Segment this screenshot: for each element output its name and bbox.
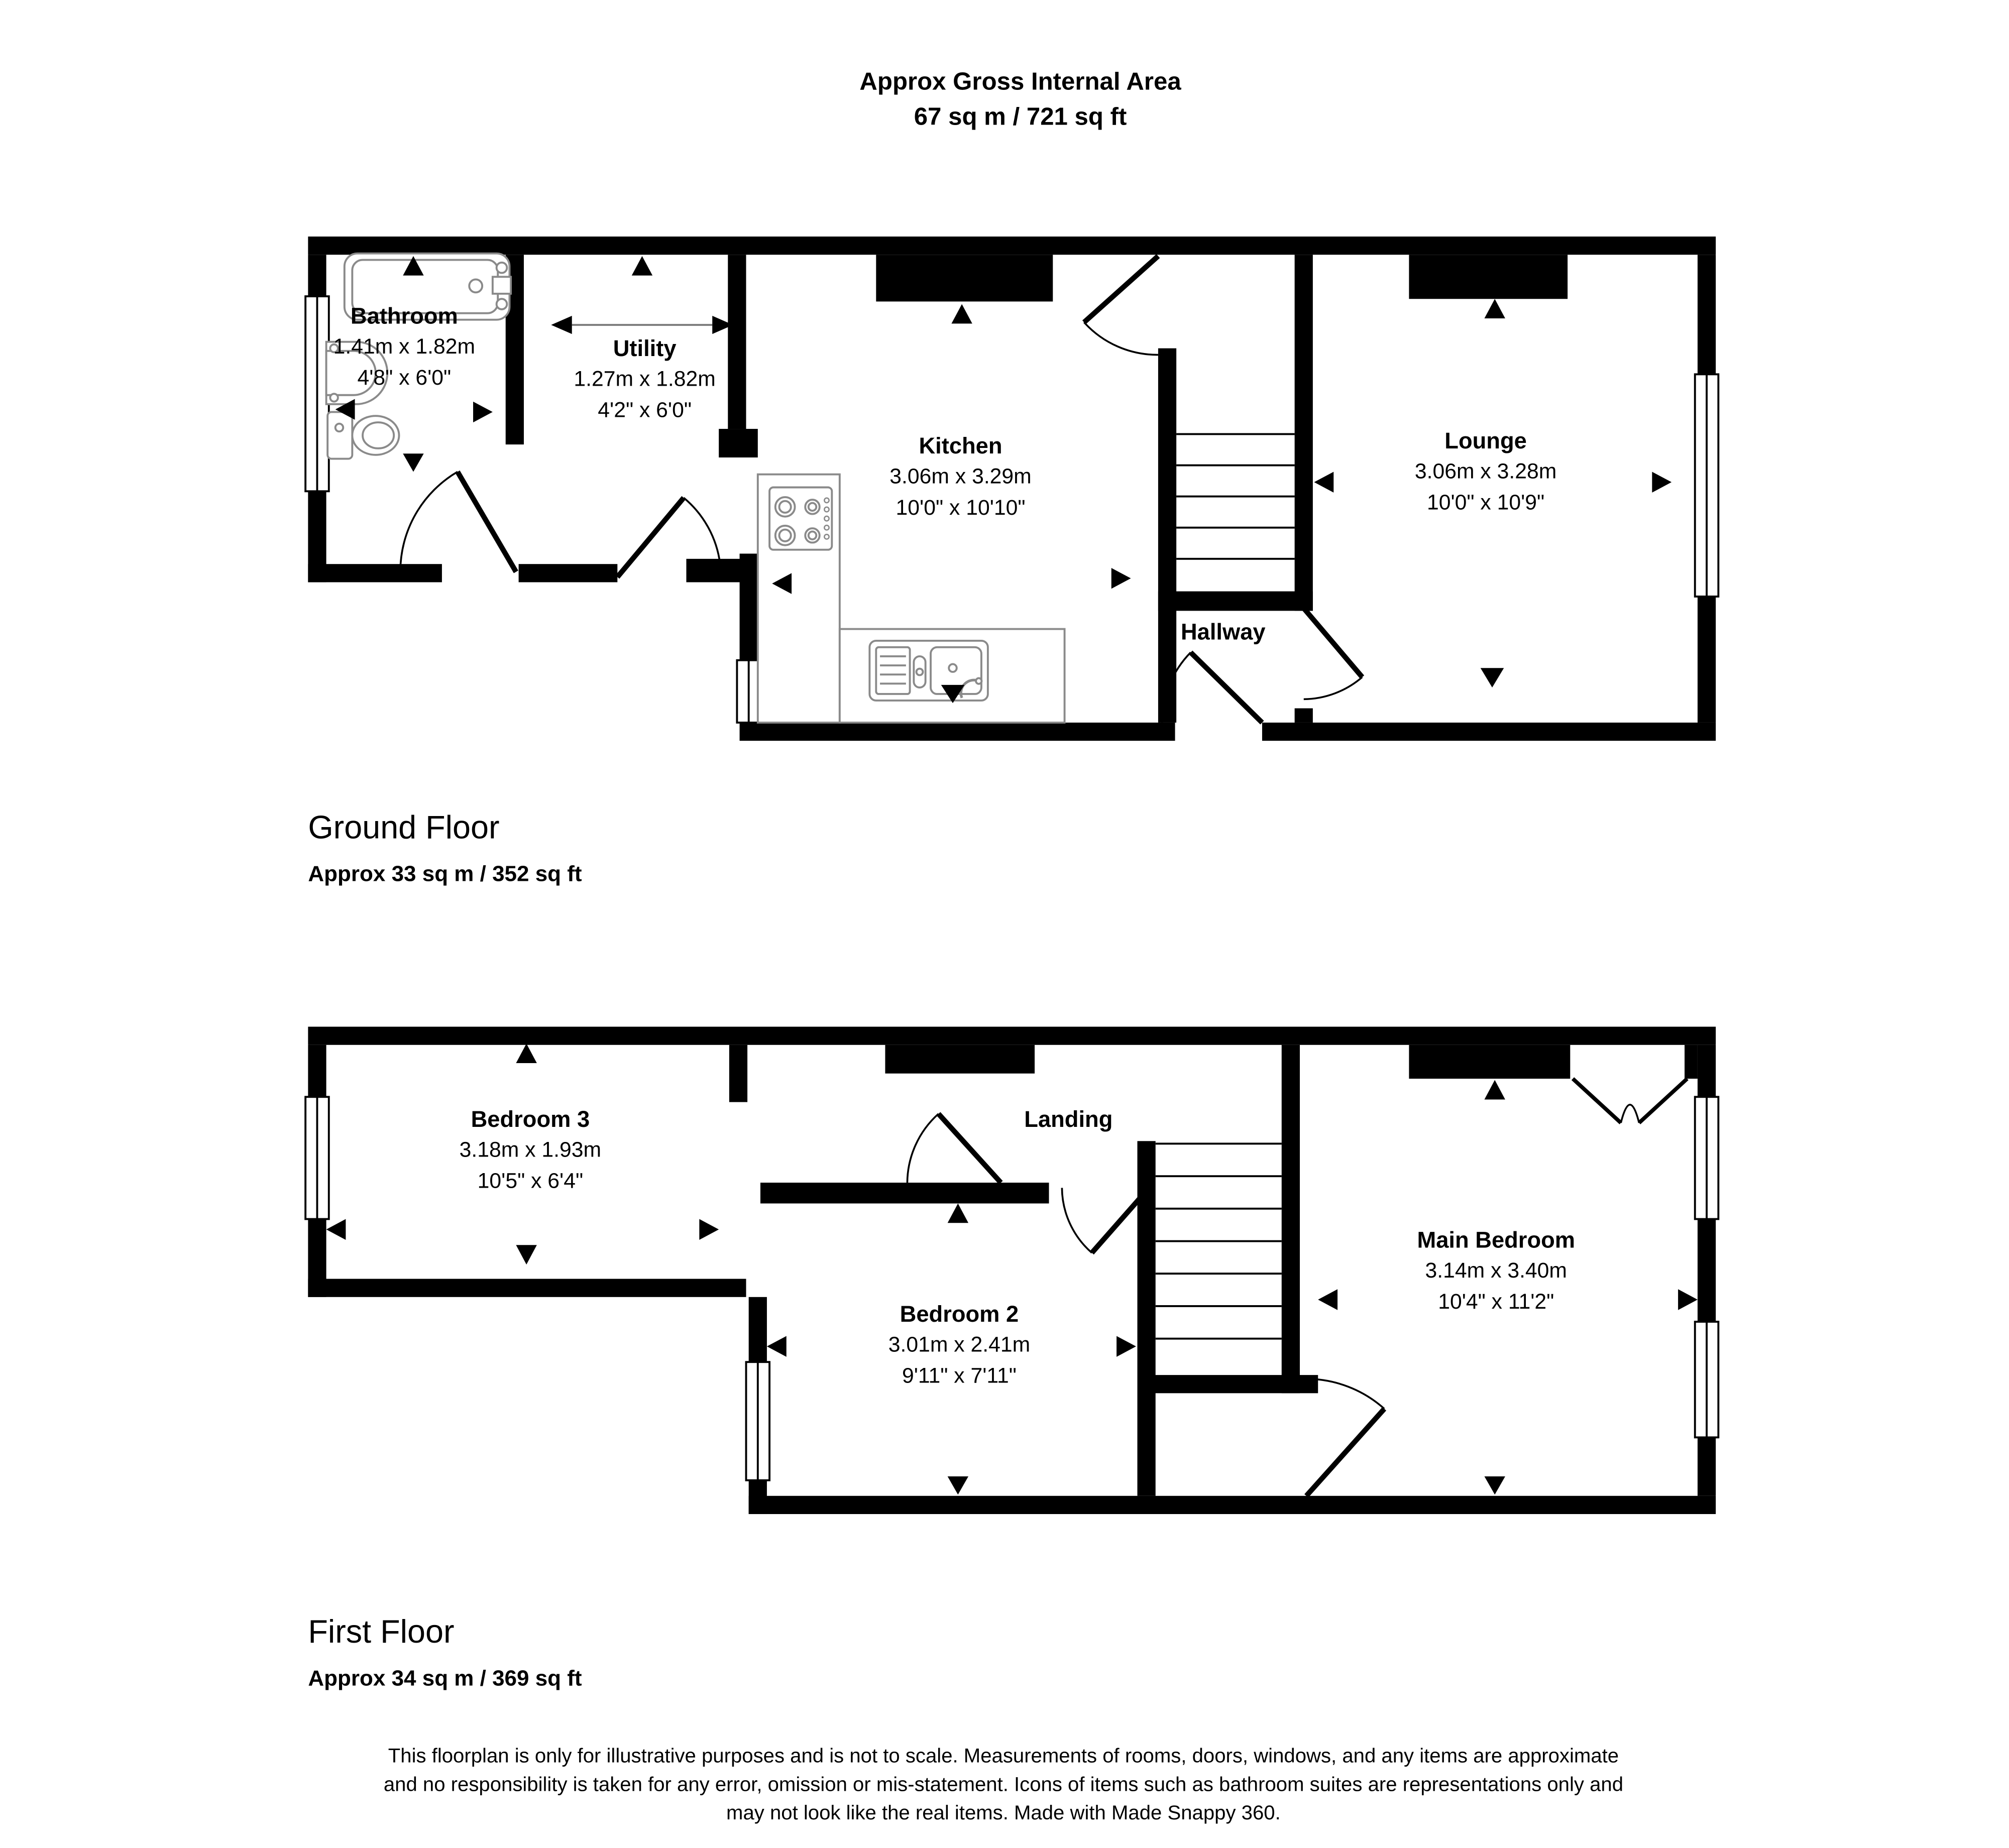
room-dim-imperial: 10'0" x 10'9" (1426, 491, 1545, 515)
landing-chimney-breast (885, 1045, 1035, 1074)
hallway-label: Hallway (1180, 618, 1266, 645)
room-dim-metric: 3.01m x 2.41m (888, 1333, 1031, 1357)
room-dim-imperial: 4'8" x 6'0" (357, 366, 452, 390)
room-dim-metric: 3.14m x 3.40m (1425, 1259, 1568, 1283)
main-bedroom-chimney-breast (1409, 1045, 1570, 1079)
room-name: Bathroom (350, 303, 458, 329)
bedroom2-label (888, 1298, 1030, 1392)
lounge-label (1415, 425, 1556, 518)
room-dim-imperial: 4'2" x 6'0" (598, 399, 692, 423)
lounge-window (1695, 374, 1719, 597)
room-dim-metric: 3.06m x 3.28m (1414, 460, 1557, 484)
ground-floor-title: Ground Floor (308, 810, 500, 846)
room-name: Bedroom 2 (900, 1301, 1019, 1327)
disclaimer (384, 1743, 1623, 1829)
bedroom3-window (305, 1097, 329, 1219)
main-bedroom-window-2 (1695, 1322, 1719, 1437)
front-door (1162, 652, 1262, 723)
room-name: Utility (613, 335, 677, 362)
ground-stairs (1176, 434, 1295, 558)
room-dim-metric: 1.41m x 1.82m (333, 335, 476, 359)
kitchen-label (889, 430, 1031, 524)
landing-label: Landing (1024, 1106, 1113, 1132)
disclaimer-line: may not look like the real items. Made with Made Snappy 360. (726, 1802, 1281, 1825)
bedroom2-window (746, 1362, 770, 1480)
bathroom-door (400, 472, 516, 571)
hob-icon (769, 488, 832, 550)
gross-area-value: 67 sq m / 721 sq ft (914, 104, 1127, 132)
first-stairs (1156, 1143, 1282, 1338)
room-dim-imperial: 10'4" x 11'2" (1438, 1290, 1554, 1314)
page-title (859, 65, 1181, 135)
bedroom2-door (1062, 1188, 1149, 1252)
main-bedroom-window-1 (1695, 1097, 1719, 1219)
ground-floor-area: Approx 33 sq m / 352 sq ft (308, 861, 582, 887)
room-dim-metric: 3.18m x 1.93m (459, 1138, 602, 1162)
kitchen-door (1084, 256, 1158, 355)
room-dim-metric: 1.27m x 1.82m (574, 368, 716, 391)
kitchen-sink-icon (869, 641, 988, 701)
disclaimer-line: This floorplan is only for illustrative purposes and is not to scale. Measurements of rooms, doors, windows, and any items are approximate (388, 1745, 1619, 1768)
toilet-icon (327, 412, 399, 458)
main-bedroom-door (1306, 1379, 1384, 1496)
dimension-arrow-left-icon (551, 316, 572, 334)
utility-label (574, 333, 715, 426)
first-floor-title: First Floor (308, 1614, 455, 1651)
room-dim-imperial: 10'0" x 10'10" (896, 496, 1026, 520)
bathroom-label (333, 300, 475, 394)
disclaimer-line: and no responsibility is taken for any error, omission or mis-statement. Icons of items such as bathroom suites are representations only and (383, 1774, 1624, 1796)
bedroom3-door (907, 1114, 1000, 1183)
kitchen-chimney-breast (876, 255, 1053, 301)
room-dim-imperial: 9'11" x 7'11" (902, 1364, 1017, 1388)
first-floor-area: Approx 34 sq m / 369 sq ft (308, 1666, 582, 1691)
room-name: Lounge (1444, 427, 1527, 454)
room-dim-imperial: 10'5" x 6'4" (477, 1170, 584, 1193)
utility-dimension-line (551, 316, 733, 334)
bedroom3-label (460, 1103, 601, 1197)
room-name: Kitchen (919, 432, 1002, 459)
room-dim-metric: 3.06m x 3.29m (889, 465, 1032, 489)
room-name: Main Bedroom (1417, 1227, 1576, 1253)
gross-area-title: Approx Gross Internal Area (859, 69, 1181, 96)
room-name: Bedroom 3 (471, 1106, 590, 1132)
lounge-chimney-breast (1409, 255, 1568, 299)
main-bedroom-label (1417, 1224, 1576, 1318)
wardrobe-doors (1573, 1079, 1687, 1123)
lounge-door (1304, 608, 1362, 699)
